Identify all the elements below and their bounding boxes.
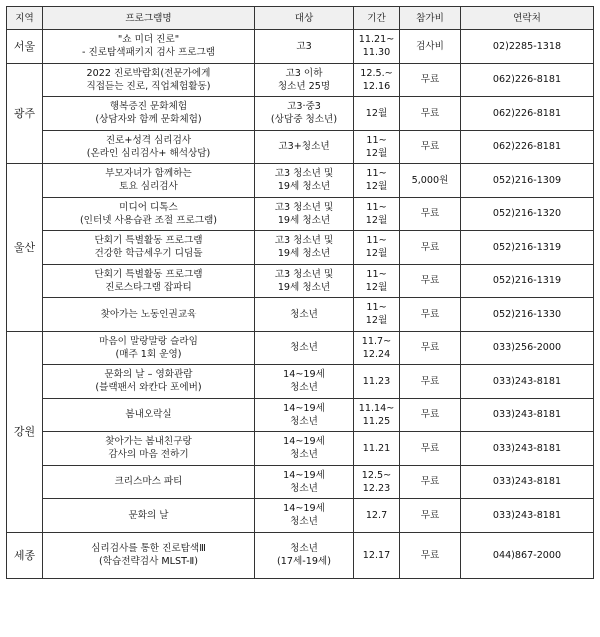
header-target: 대상	[255, 7, 354, 30]
header-fee: 참가비	[400, 7, 461, 30]
program-cell	[43, 164, 255, 198]
program-cell-line: 찾아가는 노동인권교육	[100, 308, 197, 320]
program-cell-line: (매주 1회 운영)	[115, 348, 182, 360]
contact-cell	[461, 465, 594, 499]
fee-cell	[400, 164, 461, 198]
fee-cell	[400, 499, 461, 533]
fee-cell-line: 무료	[420, 375, 440, 387]
program-cell-line: 부모자녀가 함께하는	[105, 168, 192, 180]
target-cell	[255, 465, 354, 499]
region-cell-line: 서울	[13, 39, 36, 53]
contact-cell	[461, 63, 594, 97]
program-cell-line: 직접듣는 진로, 직업체험활동)	[86, 80, 211, 92]
period-cell	[354, 398, 400, 432]
program-cell-line: 단회기 특별활동 프로그램	[94, 235, 203, 247]
contact-cell	[461, 164, 594, 198]
program-cell	[43, 432, 255, 466]
target-cell-line: 14~19세	[283, 369, 325, 381]
target-cell-line: 19세 청소년	[277, 214, 331, 226]
table-row	[7, 97, 594, 131]
target-cell	[255, 164, 354, 198]
table-row	[7, 432, 594, 466]
program-cell-line: 단회기 특별활동 프로그램	[94, 268, 203, 280]
period-cell-line: 12.16	[362, 80, 391, 92]
contact-cell-line: 02)2285-1318	[492, 40, 562, 52]
fee-cell-line: 무료	[420, 476, 440, 488]
target-cell	[255, 197, 354, 231]
table-row	[7, 30, 594, 64]
fee-cell	[400, 63, 461, 97]
program-cell-line: 2022 진로박람회(전문가에게	[86, 67, 211, 79]
target-cell-line: 청소년	[290, 342, 318, 354]
region-cell	[7, 532, 43, 578]
fee-cell	[400, 432, 461, 466]
program-table	[6, 6, 594, 579]
target-cell-line: 고3	[296, 40, 312, 52]
period-cell-line: 12월	[365, 315, 388, 327]
fee-cell	[400, 398, 461, 432]
table-row	[7, 331, 594, 365]
program-cell	[43, 63, 255, 97]
region-cell	[7, 164, 43, 332]
contact-cell-line: 033)243-8181	[492, 409, 562, 421]
target-cell-line: (상담중 청소년)	[270, 114, 338, 126]
period-cell	[354, 331, 400, 365]
period-cell-line: 12월	[365, 248, 388, 260]
target-cell	[255, 432, 354, 466]
table-row	[7, 499, 594, 533]
fee-cell	[400, 331, 461, 365]
target-cell-line: 고3 청소년 및	[274, 201, 334, 213]
period-cell	[354, 30, 400, 64]
period-cell-line: 11~	[366, 302, 387, 314]
contact-cell	[461, 499, 594, 533]
period-cell	[354, 264, 400, 298]
period-cell-line: 12.5.~	[360, 67, 393, 79]
period-cell-line: 11.25	[362, 415, 391, 427]
target-cell-line: 19세 청소년	[277, 248, 331, 260]
target-cell-line: 고3·중3	[287, 101, 321, 113]
contact-cell-line: 052)216-1320	[492, 208, 562, 220]
region-cell-line: 광주	[13, 106, 36, 120]
contact-cell	[461, 231, 594, 265]
table-row	[7, 298, 594, 332]
contact-cell-line: 033)243-8181	[492, 375, 562, 387]
program-cell-line: - 진로탐색패키지 검사 프로그램	[81, 47, 216, 59]
header-row	[7, 7, 594, 30]
contact-cell-line: 052)216-1330	[492, 308, 562, 320]
program-cell	[43, 532, 255, 578]
period-cell-line: 12.5~	[361, 469, 392, 481]
period-cell-line: 11~	[366, 268, 387, 280]
target-cell-line: 청소년	[290, 543, 318, 554]
region-cell-line: 세종	[13, 548, 36, 562]
fee-cell	[400, 197, 461, 231]
program-cell	[43, 465, 255, 499]
target-cell-line: 청소년	[290, 308, 318, 320]
program-cell-line: 진로+성격 심리검사	[105, 134, 192, 146]
region-cell-line: 울산	[13, 240, 36, 254]
contact-cell-line: 052)216-1319	[492, 275, 562, 287]
contact-cell	[461, 298, 594, 332]
period-cell-line: 12월	[365, 147, 388, 159]
table-row	[7, 365, 594, 399]
table-row	[7, 532, 594, 578]
program-cell-line: 건강한 학급세우기 디딤돌	[94, 248, 203, 260]
program-cell	[43, 365, 255, 399]
table-row	[7, 63, 594, 97]
target-cell-line: 14~19세	[283, 503, 325, 515]
program-cell	[43, 499, 255, 533]
table-row	[7, 197, 594, 231]
program-cell-line: "쇼 미더 진로"	[117, 34, 180, 46]
region-cell-line: 강원	[13, 425, 36, 438]
table-row	[7, 130, 594, 164]
fee-cell	[400, 231, 461, 265]
program-cell-line: 행복증진 문화체험	[109, 101, 188, 113]
target-cell-line: 청소년	[290, 482, 318, 494]
contact-cell	[461, 398, 594, 432]
fee-cell	[400, 264, 461, 298]
target-cell	[255, 398, 354, 432]
target-cell-line: 14~19세	[283, 469, 325, 481]
contact-cell-line: 033)243-8181	[492, 442, 562, 454]
table-row	[7, 398, 594, 432]
program-cell-line: (상담자와 함께 문화체험)	[95, 114, 202, 126]
target-cell-line: 청소년 25명	[277, 80, 331, 92]
program-cell	[43, 264, 255, 298]
header-program: 프로그램명	[43, 7, 255, 30]
contact-cell	[461, 331, 594, 365]
period-cell-line: 11~	[366, 134, 387, 146]
target-cell-line: 14~19세	[283, 402, 325, 414]
table-row	[7, 164, 594, 198]
fee-cell	[400, 465, 461, 499]
program-cell-line: 봄내오락실	[125, 409, 172, 421]
target-cell	[255, 97, 354, 131]
target-cell-line: 청소년	[290, 415, 318, 427]
contact-cell-line: 052)216-1309	[492, 174, 562, 186]
period-cell-line: 11.14~	[358, 402, 395, 414]
target-cell-line: 19세 청소년	[277, 281, 331, 293]
period-cell	[354, 63, 400, 97]
contact-cell	[461, 365, 594, 399]
program-cell-line: (블랙팬서 와칸다 포에버)	[95, 382, 202, 394]
program-cell-line: 심리검사를 통한 진로탐색Ⅲ	[91, 543, 206, 554]
program-cell-line: 토요 심리검사	[119, 181, 178, 193]
contact-cell-line: 033)243-8181	[492, 476, 562, 488]
fee-cell-line: 5,000원	[411, 174, 449, 186]
program-cell	[43, 197, 255, 231]
fee-cell	[400, 130, 461, 164]
fee-cell-line: 무료	[420, 241, 440, 253]
program-cell	[43, 130, 255, 164]
fee-cell	[400, 365, 461, 399]
fee-cell-line: 무료	[420, 409, 440, 421]
program-cell	[43, 398, 255, 432]
target-cell-line: 청소년	[290, 516, 318, 528]
target-cell-line: 고3+청소년	[278, 141, 330, 153]
program-cell-line: 감사의 마음 전하기	[108, 449, 189, 461]
header-period: 기간	[354, 7, 400, 30]
period-cell-line: 12.23	[362, 482, 391, 494]
fee-cell	[400, 298, 461, 332]
contact-cell-line: 052)216-1319	[492, 241, 562, 253]
program-cell-line: 문화의 날 – 영화관람	[104, 369, 193, 381]
period-cell-line: 12월	[365, 214, 388, 226]
contact-cell-line: 062)226-8181	[492, 74, 562, 86]
fee-cell-line: 검사비	[416, 40, 444, 52]
fee-cell-line: 무료	[420, 308, 440, 320]
program-cell	[43, 298, 255, 332]
target-cell	[255, 499, 354, 533]
period-cell	[354, 532, 400, 578]
contact-cell	[461, 264, 594, 298]
period-cell	[354, 130, 400, 164]
target-cell	[255, 298, 354, 332]
fee-cell-line: 무료	[420, 141, 440, 153]
period-cell	[354, 365, 400, 399]
program-cell-line: (학습전략검사 MLST-Ⅱ)	[98, 556, 198, 567]
contact-cell-line: 062)226-8181	[492, 107, 562, 119]
period-cell-line: 12.7	[365, 509, 388, 521]
fee-cell-line: 무료	[420, 509, 440, 521]
contact-cell	[461, 130, 594, 164]
contact-cell-line: 033)256-2000	[492, 342, 562, 354]
fee-cell-line: 무료	[420, 107, 440, 119]
program-cell	[43, 331, 255, 365]
program-cell-line: 크리스마스 파티	[114, 476, 183, 488]
target-cell	[255, 231, 354, 265]
contact-cell	[461, 532, 594, 578]
program-cell	[43, 97, 255, 131]
table-row	[7, 264, 594, 298]
fee-cell	[400, 97, 461, 131]
period-cell-line: 12월	[365, 281, 388, 293]
period-cell-line: 11.21	[362, 442, 391, 454]
fee-cell-line: 무료	[420, 275, 440, 287]
program-cell	[43, 30, 255, 64]
program-cell-line: 찾아가는 봄내친구랑	[105, 436, 192, 448]
contact-cell-line: 033)243-8181	[492, 509, 562, 521]
fee-cell-line: 무료	[420, 208, 440, 220]
fee-cell	[400, 30, 461, 64]
target-cell	[255, 63, 354, 97]
target-cell-line: 19세 청소년	[277, 181, 331, 193]
period-cell-line: 11.30	[362, 47, 391, 59]
target-cell-line: 14~19세	[283, 436, 325, 448]
target-cell-line: 고3 청소년 및	[274, 168, 334, 180]
region-cell	[7, 331, 43, 532]
period-cell-line: 11.21~	[358, 34, 395, 46]
contact-cell	[461, 197, 594, 231]
program-cell-line: (인터넷 사용습관 조절 프로그램)	[79, 214, 218, 226]
target-cell	[255, 30, 354, 64]
period-cell	[354, 97, 400, 131]
program-cell-line: 진로스타그램 잡파티	[105, 281, 192, 293]
header-region: 지역	[7, 7, 43, 30]
program-cell-line: 미디어 디톡스	[119, 201, 178, 213]
program-cell-line: (온라인 심리검사+ 해석상담)	[86, 147, 211, 159]
fee-cell-line: 무료	[420, 442, 440, 454]
contact-cell	[461, 97, 594, 131]
period-cell-line: 11~	[366, 201, 387, 213]
program-cell-line: 문화의 날	[128, 509, 169, 521]
period-cell	[354, 164, 400, 198]
target-cell-line: 청소년	[290, 382, 318, 394]
fee-cell-line: 무료	[420, 549, 440, 561]
fee-cell	[400, 532, 461, 578]
table-row	[7, 231, 594, 265]
contact-cell	[461, 30, 594, 64]
region-cell	[7, 63, 43, 164]
target-cell-line: 고3 청소년 및	[274, 268, 334, 280]
table-body	[7, 30, 594, 579]
period-cell-line: 12월	[365, 181, 388, 193]
target-cell	[255, 331, 354, 365]
period-cell-line: 11.7~	[361, 335, 392, 347]
region-cell	[7, 30, 43, 64]
period-cell-line: 11~	[366, 168, 387, 180]
target-cell-line: 청소년	[290, 449, 318, 461]
period-cell	[354, 465, 400, 499]
period-cell	[354, 298, 400, 332]
contact-cell-line: 044)867-2000	[492, 549, 562, 561]
period-cell	[354, 432, 400, 466]
period-cell-line: 12월	[365, 107, 388, 119]
period-cell-line: 12.17	[362, 549, 391, 561]
header-contact: 연락처	[461, 7, 594, 30]
fee-cell-line: 무료	[420, 342, 440, 354]
target-cell-line: (17세-19세)	[277, 556, 331, 567]
contact-cell-line: 062)226-8181	[492, 141, 562, 153]
program-cell	[43, 231, 255, 265]
target-cell-line: 고3 이하	[285, 67, 323, 79]
target-cell	[255, 130, 354, 164]
period-cell-line: 11~	[366, 235, 387, 247]
period-cell	[354, 499, 400, 533]
target-cell	[255, 532, 354, 578]
target-cell	[255, 264, 354, 298]
target-cell	[255, 365, 354, 399]
fee-cell-line: 무료	[420, 74, 440, 86]
table-row	[7, 465, 594, 499]
period-cell-line: 12.24	[362, 348, 391, 360]
period-cell	[354, 197, 400, 231]
program-cell-line: 마음이 말랑말랑 슬라임	[99, 335, 198, 347]
period-cell	[354, 231, 400, 265]
contact-cell	[461, 432, 594, 466]
period-cell-line: 11.23	[362, 375, 391, 387]
target-cell-line: 고3 청소년 및	[274, 235, 334, 247]
